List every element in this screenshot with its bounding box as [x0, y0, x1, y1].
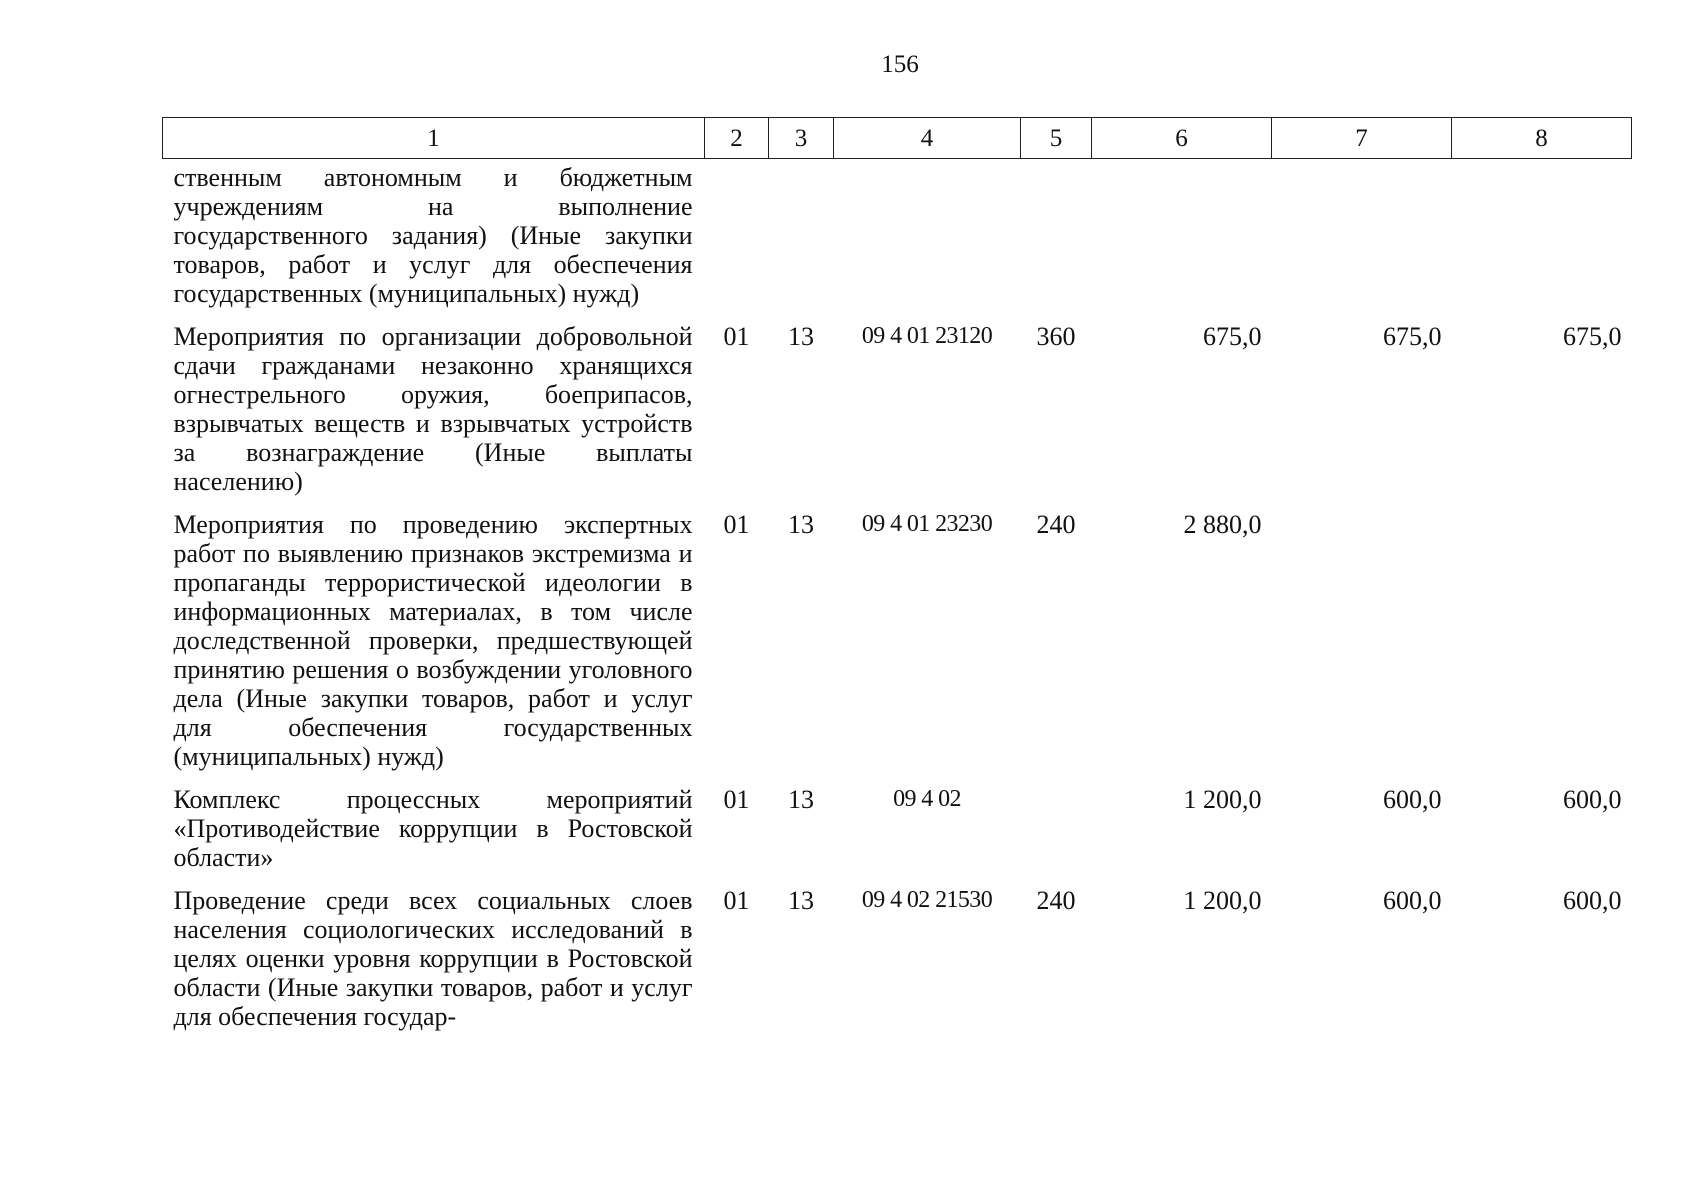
row-amount-col7: 600,0	[1383, 886, 1442, 915]
row-description: Комплекс процессных мероприятий «Противодействие коррупции в Ростовской области»	[173, 785, 693, 872]
row-section-code: 01	[723, 510, 750, 539]
column-header-7: 7	[1272, 118, 1452, 159]
row-target-code	[834, 159, 1021, 323]
row-description: Мероприятия по проведению экспертных работ по выявлению признаков экстремизма и пропаганды террористической идеологии в информационных материалах, в том числе доследственной проверки, предшествующей принятию решения о возбуждении уголовного дела (Иные закупки товаров, работ и услуг для обеспечения государственных (муниципальных) нужд)	[173, 510, 693, 771]
row-amount-col6: 2 880,0	[1183, 510, 1262, 539]
row-section-code: 01	[723, 886, 750, 915]
row-amount-col8	[1452, 159, 1632, 323]
row-amount-col7: 600,0	[1383, 785, 1442, 814]
row-section-code: 01	[723, 322, 750, 351]
row-subsection-code: 13	[788, 886, 814, 915]
row-expense-type: 360	[1036, 322, 1076, 351]
row-amount-col6	[1092, 159, 1272, 323]
row-amount-col6: 1 200,0	[1183, 785, 1262, 814]
budget-table	[162, 117, 1632, 1045]
row-amount-col7	[1272, 510, 1452, 785]
row-amount-col7	[1272, 159, 1452, 323]
row-target-code: 09 4 02 21530	[861, 887, 993, 913]
row-amount-col6: 1 200,0	[1183, 886, 1262, 915]
table-row	[163, 886, 1632, 1045]
column-header-5: 5	[1021, 118, 1092, 159]
row-target-code: 09 4 02	[893, 786, 961, 812]
row-section-code	[705, 159, 769, 323]
row-amount-col6: 675,0	[1203, 322, 1262, 351]
page-number: 156	[881, 51, 919, 78]
row-expense-type: 240	[1036, 886, 1076, 915]
row-description: ственным автономным и бюджетным учреждениям на выполнение государственного задания) (Иные закупки товаров, работ и услуг для обеспечения государственных (муниципальных) нужд)	[173, 163, 693, 308]
row-subsection-code	[769, 159, 834, 323]
table-row	[163, 159, 1632, 323]
row-expense-type: 240	[1036, 510, 1076, 539]
table-row	[163, 322, 1632, 510]
column-header-4: 4	[834, 118, 1021, 159]
column-header-3: 3	[769, 118, 834, 159]
row-target-code: 09 4 01 23230	[861, 511, 993, 537]
row-amount-col7: 675,0	[1383, 322, 1442, 351]
table-row	[163, 510, 1632, 785]
column-header-8: 8	[1452, 118, 1632, 159]
row-description: Мероприятия по организации добровольной сдачи гражданами незаконно хранящихся огнестрельного оружия, боеприпасов, взрывчатых веществ и взрывчатых устройств за вознаграждение (Иные выплаты населению)	[173, 322, 693, 496]
row-section-code: 01	[723, 785, 750, 814]
row-description: Проведение среди всех социальных слоев населения социологических исследований в целях оценки уровня коррупции в Ростовской области (Иные закупки товаров, работ и услуг для обеспечения государ-	[173, 886, 693, 1031]
column-header-1: 1	[163, 118, 705, 159]
row-target-code: 09 4 01 23120	[861, 323, 993, 349]
table-header-row	[163, 118, 1632, 159]
row-subsection-code: 13	[788, 785, 814, 814]
table-row	[163, 785, 1632, 886]
column-header-2: 2	[705, 118, 769, 159]
column-header-6: 6	[1092, 118, 1272, 159]
row-expense-type	[1021, 159, 1092, 323]
row-subsection-code: 13	[788, 510, 814, 539]
row-subsection-code: 13	[788, 322, 814, 351]
row-amount-col8: 675,0	[1563, 322, 1622, 351]
row-amount-col8: 600,0	[1563, 785, 1622, 814]
row-amount-col8	[1452, 510, 1632, 785]
row-amount-col8: 600,0	[1563, 886, 1622, 915]
row-expense-type	[1021, 785, 1092, 886]
